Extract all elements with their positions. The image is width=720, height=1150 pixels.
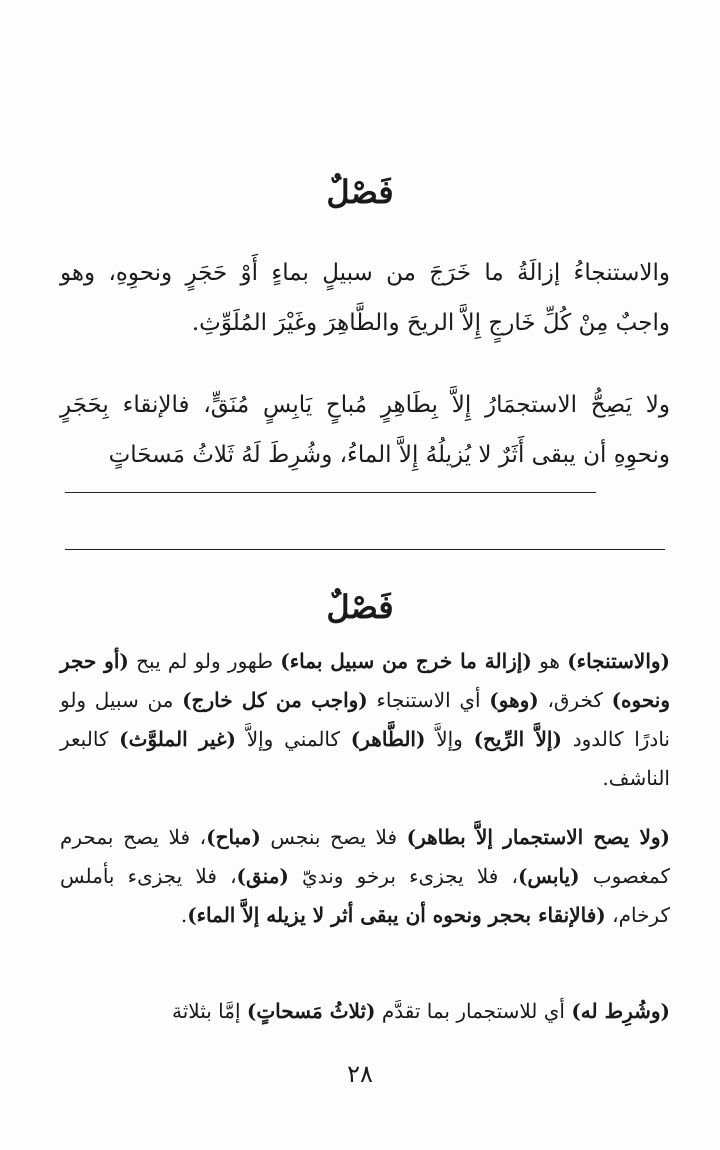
quoted-matn: (وشُرِط له) (571, 999, 670, 1023)
separator-line (65, 549, 665, 550)
quoted-matn: (منق) (236, 864, 289, 888)
sharh-paragraph (60, 642, 670, 798)
sharh-paragraph (60, 818, 670, 935)
commentary-text: كالمني وإلاَّ (235, 727, 351, 751)
commentary-text: ، فلا يجزىء بأملس كرخام، (60, 864, 670, 927)
commentary-text: . (180, 903, 188, 927)
section-title: فَصْلٌ (326, 588, 394, 626)
matn-paragraph: ولا يَصِحُّ الاستجمَارُ إِلاَّ بِطَاهِرٍ مُباحٍ يَابِسٍ مُنَقٍّ، فالإنقاء بِحَجَرٍ ونحوِهِ أن يبقى أَثَرٌ لا يُزيلُهُ إِلاَّ الماءُ، وشُرِطَ لَهُ ثَلاثُ مَسحَاتٍ (60, 392, 670, 468)
quoted-matn: (إزالة ما خرج من سبيل بماء) (280, 649, 532, 673)
commentary-text: أي الاستنجاء (367, 688, 490, 712)
quoted-matn: (مباح) (206, 825, 261, 849)
commentary-text: ، فلا يصح بمحرم كمغصوب (60, 825, 670, 888)
quoted-matn: (غير الملوَّث) (119, 727, 236, 751)
commentary-text: ، فلا يجزىء برخو ونديّ (288, 864, 518, 888)
quoted-matn: (يابس) (517, 864, 580, 888)
commentary-text: أي للاستجمار بما تقدَّم (375, 999, 572, 1023)
quoted-matn: (واجب من كل خارج) (182, 688, 368, 712)
commentary-text: كخرق، (538, 688, 612, 712)
section-title: فَصْلٌ (326, 173, 394, 211)
quoted-matn: (أو حجر ونحوه) (60, 649, 671, 712)
commentary-text: فلا يصح بنجس (260, 825, 407, 849)
commentary-text: هو (531, 649, 568, 673)
quoted-matn: (والاستنجاء) (567, 649, 671, 673)
quoted-matn: (إلاَّ الرِّيح) (473, 727, 562, 751)
quoted-matn: (فالإنقاء بحجر ونحوه أن يبقى أثر لا يزيله إلاَّ الماء) (187, 903, 606, 927)
sharh-paragraph (60, 992, 670, 1031)
separator-line (65, 492, 596, 493)
commentary-text: كالبعر الناشف. (60, 727, 670, 790)
commentary-text: إمَّا بثلاثة (171, 999, 247, 1023)
quoted-matn: (وهو) (489, 688, 539, 712)
quoted-matn: (الطَّاهر) (350, 727, 426, 751)
matn-paragraph: والاستنجاءُ إزالَةُ ما خَرَجَ من سبيلٍ بماءٍ أَوْ حَجَرٍ ونحوِهِ، وهو واجبٌ مِنْ كُلِّ خَارجٍ إِلاَّ الريحَ والطَّاهِرَ وغَيْرَ المُلَوِّثِ. (60, 260, 670, 336)
commentary-text: من سبيل ولو نادرًا كالدود (60, 688, 670, 751)
commentary-text: وإلاَّ (425, 727, 474, 751)
page-number: ٢٨ (347, 1060, 373, 1088)
quoted-matn: (ولا يصح الاستجمار إلاَّ بطاهر) (406, 825, 670, 849)
commentary-text: طهور ولو لم يبح (128, 649, 281, 673)
quoted-matn: (ثلاثُ مَسحاتٍ) (246, 999, 376, 1023)
